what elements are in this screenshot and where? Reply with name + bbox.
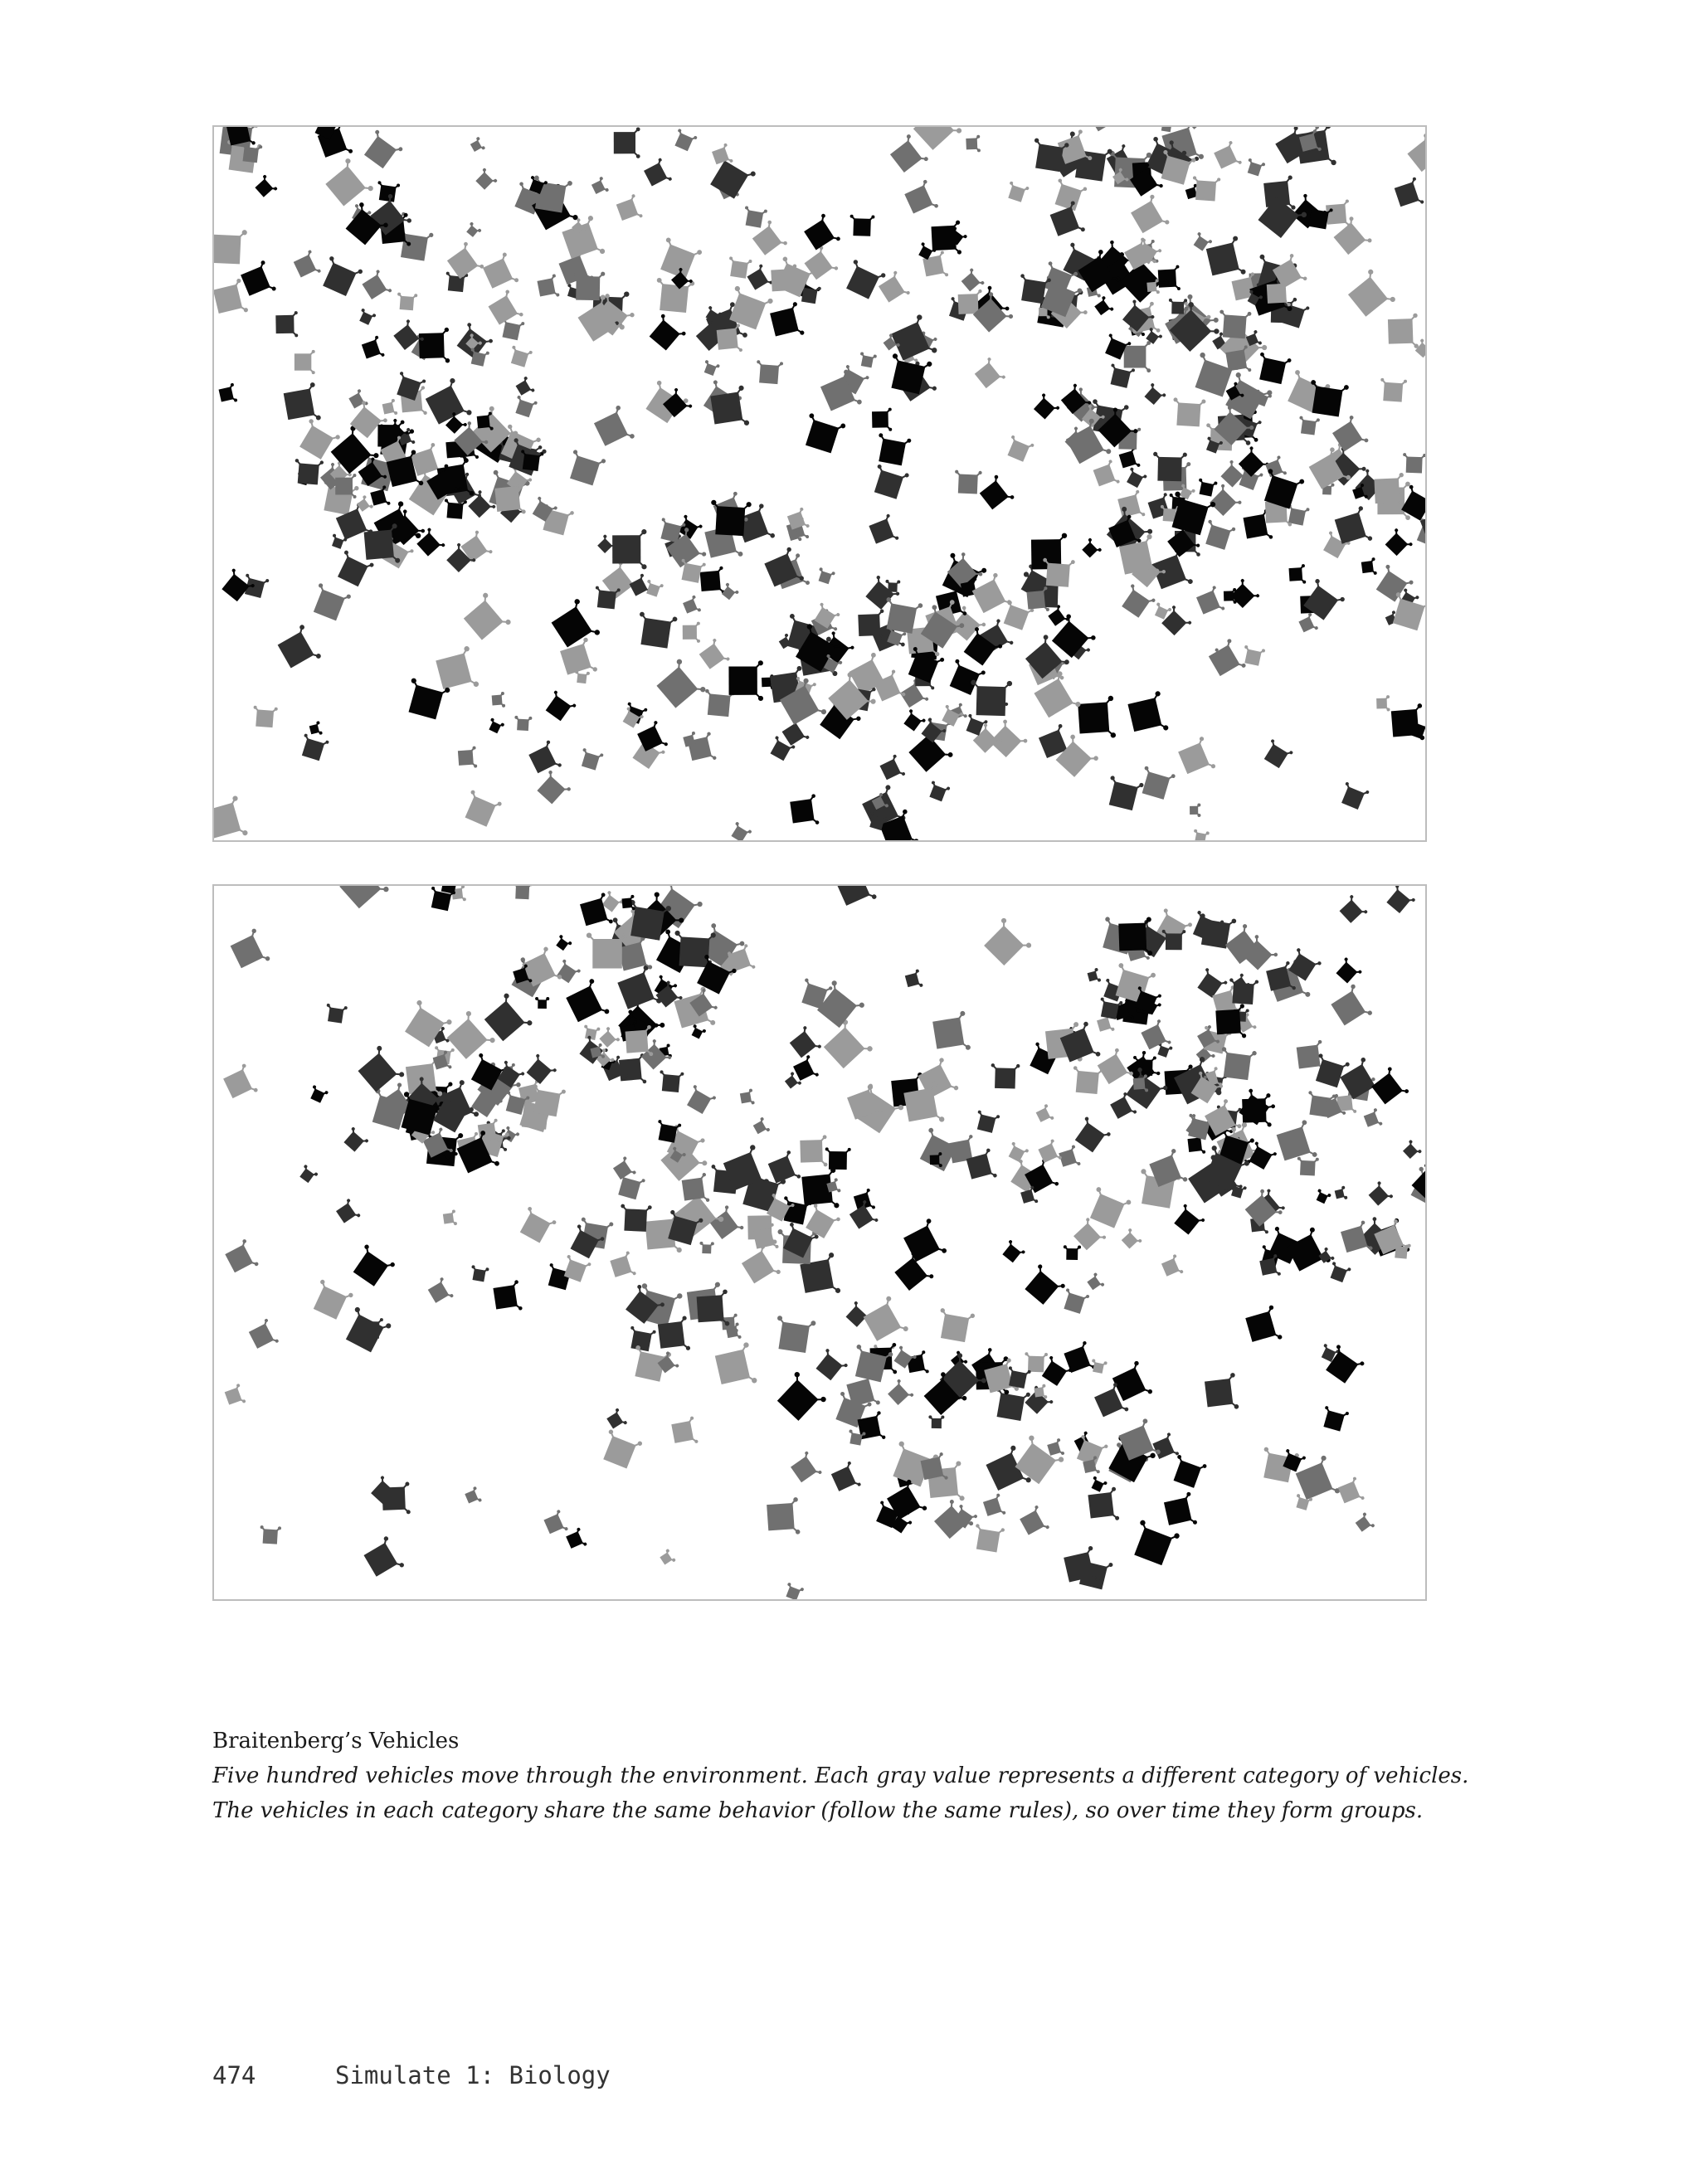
vehicle	[543, 1510, 568, 1538]
vehicle	[659, 1549, 676, 1567]
vehicle	[298, 733, 329, 761]
vehicle	[1050, 178, 1087, 212]
vehicle	[954, 470, 982, 494]
vehicle	[1244, 158, 1265, 177]
vehicle	[1383, 528, 1414, 558]
vehicle	[1275, 1120, 1318, 1166]
vehicle	[458, 746, 478, 769]
vehicle	[292, 250, 321, 281]
caption-line: The vehicles in each category share the same behavior (follow the same rules), so over time they form groups.	[212, 1798, 1424, 1823]
vehicle	[887, 134, 928, 176]
vehicle	[1196, 478, 1218, 497]
vehicle	[1171, 1204, 1205, 1237]
vehicle	[783, 1583, 804, 1599]
vehicle	[825, 1147, 850, 1170]
vehicle	[752, 1116, 771, 1136]
vehicle	[1127, 691, 1169, 738]
vehicle	[294, 459, 324, 485]
vehicle	[460, 591, 512, 644]
vehicle	[684, 1085, 716, 1116]
vehicle	[1031, 393, 1060, 422]
vehicle	[481, 252, 519, 293]
vehicle	[252, 706, 278, 728]
vehicle	[1119, 1228, 1142, 1251]
vehicle	[708, 1204, 745, 1243]
vehicle	[1297, 612, 1319, 635]
vehicle	[801, 413, 846, 455]
vehicle	[247, 1318, 280, 1352]
vehicle	[769, 302, 805, 342]
vehicle	[1314, 1189, 1331, 1205]
vehicle	[222, 1063, 259, 1102]
vehicle	[1376, 695, 1390, 712]
vehicle	[653, 658, 707, 713]
vehicle	[474, 168, 498, 192]
vehicle	[609, 1251, 636, 1281]
vehicle	[1320, 1406, 1349, 1432]
vehicle	[1118, 584, 1156, 620]
vehicle	[682, 595, 702, 616]
vehicle	[523, 1053, 557, 1087]
vehicle	[1159, 127, 1176, 133]
vehicle	[628, 573, 652, 599]
simulation-figure-top	[212, 125, 1427, 842]
vehicle	[1362, 1108, 1382, 1131]
vehicle	[223, 1384, 246, 1408]
vehicle	[830, 1461, 861, 1495]
vehicle	[508, 345, 533, 368]
vehicle	[228, 928, 270, 973]
vehicle	[841, 259, 886, 301]
vehicle-field-top	[214, 127, 1425, 840]
vehicle	[772, 1371, 827, 1425]
vehicle	[1330, 415, 1369, 455]
vehicle	[980, 917, 1032, 970]
vehicle	[699, 567, 725, 596]
vehicle	[361, 1535, 405, 1581]
vehicle	[1326, 199, 1351, 228]
vehicle	[514, 376, 535, 398]
simulation-figure-bottom	[212, 884, 1427, 1601]
vehicle	[1191, 176, 1220, 202]
page-number: 474	[212, 2061, 256, 2089]
vehicle	[1092, 460, 1120, 490]
vehicle	[516, 1206, 557, 1245]
vehicle	[1080, 537, 1103, 560]
vehicle	[275, 624, 322, 673]
vehicle	[789, 794, 819, 828]
vehicle	[982, 1493, 1006, 1520]
vehicle	[1088, 127, 1117, 134]
vehicle	[1218, 309, 1251, 338]
vehicle	[1021, 1263, 1066, 1307]
vehicle	[1137, 766, 1176, 800]
vehicle	[357, 308, 377, 326]
vehicle	[1163, 1491, 1198, 1530]
vehicle	[400, 1000, 453, 1051]
vehicle	[800, 1135, 827, 1167]
vehicle	[1078, 696, 1116, 741]
vehicle	[1327, 1262, 1351, 1284]
vehicle	[850, 215, 875, 236]
vehicle	[1212, 140, 1242, 172]
vehicle	[1206, 638, 1247, 680]
vehicle	[460, 790, 502, 829]
vehicle	[1118, 446, 1141, 471]
vehicle	[587, 932, 628, 968]
vehicle	[1244, 1305, 1283, 1347]
vehicle	[906, 1350, 929, 1376]
vehicle	[645, 314, 686, 353]
vehicle	[1219, 1047, 1257, 1081]
vehicle	[742, 206, 767, 228]
vehicle	[787, 1025, 822, 1061]
vehicle	[512, 886, 533, 899]
vehicle	[322, 158, 374, 211]
vehicle	[745, 264, 773, 293]
vehicle	[1128, 1520, 1180, 1568]
vehicle	[615, 194, 643, 224]
vehicle	[480, 992, 533, 1045]
vehicle	[815, 567, 835, 586]
vehicle	[869, 464, 909, 500]
vehicle	[1366, 1181, 1394, 1209]
vehicle	[340, 1306, 392, 1355]
vehicle	[627, 1326, 656, 1352]
vehicle	[791, 1055, 819, 1084]
vehicle	[1000, 1239, 1025, 1264]
vehicle	[1071, 1116, 1111, 1155]
vehicle	[1176, 736, 1216, 778]
vehicle	[318, 255, 363, 298]
vehicle	[683, 622, 700, 643]
vehicle	[563, 978, 610, 1027]
vehicle	[414, 528, 445, 559]
vehicle	[534, 770, 572, 807]
vehicle	[1241, 645, 1265, 667]
vehicle	[1255, 352, 1292, 385]
vehicle	[1037, 1139, 1063, 1166]
vehicle	[309, 721, 323, 737]
vehicle	[901, 708, 926, 732]
vehicle	[465, 221, 482, 239]
vehicle	[858, 352, 877, 368]
vehicle	[658, 1070, 684, 1092]
vehicle	[728, 821, 752, 840]
vehicle	[1169, 1454, 1207, 1489]
vehicle	[527, 740, 562, 777]
vehicle	[578, 748, 604, 771]
vehicle	[713, 1342, 757, 1390]
caption-body	[212, 1758, 1469, 1828]
vehicle	[727, 256, 752, 279]
vehicle	[892, 1251, 935, 1295]
vehicle	[297, 1165, 318, 1185]
vehicle	[689, 1024, 707, 1040]
vehicle	[253, 174, 278, 199]
vehicle	[1380, 378, 1408, 402]
vehicle	[574, 670, 590, 683]
vehicle	[1151, 1432, 1180, 1462]
vehicle	[1328, 984, 1373, 1030]
vehicle	[590, 176, 609, 196]
vehicle	[1354, 1512, 1375, 1535]
vehicle	[672, 129, 698, 153]
vehicle	[426, 1277, 455, 1306]
vehicle	[1361, 557, 1377, 576]
vehicle	[464, 1486, 482, 1506]
vehicle	[932, 1010, 971, 1054]
vehicle	[260, 1525, 282, 1544]
figure-caption	[212, 1724, 1469, 1828]
vehicle	[582, 1024, 601, 1040]
vehicle	[901, 1218, 947, 1267]
vehicle	[1261, 739, 1293, 771]
vehicle	[1124, 467, 1147, 489]
vehicle	[360, 335, 384, 362]
vehicle	[927, 781, 951, 803]
vehicle	[1201, 519, 1235, 551]
vehicle	[1025, 1352, 1048, 1372]
vehicle	[1344, 269, 1396, 322]
vehicle	[275, 311, 298, 338]
vehicle	[486, 289, 524, 329]
vehicle	[543, 690, 577, 723]
vehicle	[1401, 1140, 1423, 1161]
vehicle	[1093, 295, 1114, 318]
vehicle	[697, 638, 730, 672]
vehicle	[788, 1451, 822, 1486]
vehicle	[813, 1348, 849, 1383]
vehicle	[739, 1244, 781, 1288]
vehicle	[382, 399, 398, 417]
vehicle	[324, 1004, 348, 1024]
vehicle	[535, 997, 549, 1009]
vehicle	[214, 278, 248, 319]
vehicle	[239, 260, 277, 300]
vehicle	[419, 328, 450, 364]
vehicle	[1085, 1272, 1104, 1292]
vehicle	[879, 754, 906, 783]
vehicle	[501, 1126, 520, 1144]
vehicle	[218, 383, 238, 406]
vehicle	[767, 1497, 801, 1536]
vehicle	[699, 1242, 714, 1254]
vehicle	[1087, 968, 1102, 985]
vehicle-field-bottom	[214, 886, 1425, 1599]
vehicle	[1172, 397, 1206, 427]
vehicle	[702, 360, 720, 377]
vehicle	[1384, 886, 1416, 916]
vehicle	[1018, 1505, 1050, 1538]
vehicle	[376, 181, 401, 202]
vehicle	[1393, 177, 1424, 211]
vehicle	[1337, 894, 1368, 926]
vehicle	[834, 886, 878, 911]
vehicle	[537, 274, 560, 299]
vehicle	[514, 716, 533, 731]
vehicle	[214, 228, 247, 265]
vehicle	[469, 136, 485, 153]
vehicle	[1157, 265, 1181, 291]
vehicle	[554, 959, 581, 985]
caption-title: Braitenberg’s Vehicles	[212, 1729, 460, 1754]
vehicle	[348, 1243, 396, 1289]
vehicle	[739, 1088, 755, 1106]
vehicle	[1124, 341, 1151, 372]
vehicle	[1388, 314, 1419, 349]
vehicle	[903, 179, 939, 217]
vehicle	[872, 408, 892, 432]
vehicle	[1128, 194, 1170, 238]
vehicle	[491, 692, 505, 708]
vehicle	[885, 1379, 914, 1408]
vehicle	[486, 717, 504, 735]
vehicle	[1413, 338, 1425, 360]
vehicle	[442, 1209, 457, 1227]
vehicle	[904, 969, 923, 990]
vehicle	[354, 1045, 405, 1097]
vehicle	[1064, 1245, 1081, 1260]
vehicle	[755, 360, 783, 384]
vehicle	[1060, 1288, 1089, 1315]
vehicle	[1190, 804, 1200, 818]
vehicle	[642, 158, 673, 189]
vehicle	[548, 598, 601, 653]
vehicle	[598, 1429, 643, 1471]
vehicle	[470, 1265, 489, 1282]
vehicle	[422, 377, 472, 430]
vehicle	[360, 129, 403, 172]
vehicle	[1160, 1254, 1183, 1280]
vehicle	[635, 611, 678, 649]
vehicle	[1284, 1227, 1331, 1277]
vehicle	[860, 1296, 909, 1346]
vehicle	[1402, 453, 1425, 474]
vehicle	[1317, 1247, 1336, 1265]
vehicle	[283, 382, 322, 426]
vehicle	[1390, 703, 1424, 742]
vehicle	[802, 1204, 841, 1241]
vehicle	[1334, 1185, 1348, 1201]
vehicle	[612, 529, 646, 570]
vehicle	[591, 405, 635, 451]
vehicle	[1071, 1066, 1103, 1094]
vehicle	[218, 568, 255, 604]
vehicle	[360, 270, 392, 303]
vehicle	[434, 645, 479, 695]
vehicle	[972, 357, 1006, 391]
vehicle	[1088, 1486, 1120, 1523]
vehicle	[966, 135, 981, 153]
vehicle	[335, 886, 390, 913]
vehicle	[309, 1279, 353, 1321]
vehicle	[970, 680, 1012, 717]
vehicle	[1142, 382, 1166, 406]
vehicle	[928, 1415, 944, 1428]
vehicle	[1004, 435, 1034, 463]
vehicle	[309, 583, 351, 623]
caption-line: Five hundred vehicles move through the environment. Each gray value represents a different category of vehicles.	[212, 1763, 1469, 1788]
vehicle	[868, 513, 899, 547]
vehicle	[1333, 957, 1362, 986]
vehicle	[341, 1126, 368, 1154]
vehicle	[670, 1416, 698, 1447]
vehicle	[1204, 1373, 1239, 1413]
vehicle	[1089, 1476, 1108, 1493]
vehicle	[1297, 1157, 1319, 1176]
vehicle	[1336, 1476, 1365, 1506]
vehicle	[1085, 1186, 1132, 1230]
section-title: Simulate 1: Biology	[335, 2061, 611, 2089]
vehicle	[565, 450, 606, 487]
vehicle	[554, 934, 572, 952]
vehicle	[974, 1110, 1000, 1134]
vehicle	[493, 1280, 523, 1314]
vehicle	[308, 1085, 329, 1104]
vehicle	[820, 1019, 874, 1073]
vehicle	[560, 215, 606, 264]
vehicle	[1104, 776, 1144, 812]
vehicle	[1195, 586, 1225, 618]
vehicle	[1338, 781, 1370, 810]
vehicle	[1034, 1104, 1054, 1125]
vehicle	[773, 1316, 816, 1354]
vehicle	[909, 127, 963, 154]
vehicle	[972, 1524, 1005, 1553]
vehicle	[1005, 181, 1030, 203]
vehicle	[1192, 829, 1210, 840]
vehicle	[991, 1063, 1020, 1089]
vehicle	[565, 1527, 587, 1551]
vehicle	[992, 1387, 1031, 1422]
vehicle	[1288, 564, 1306, 585]
vehicle	[334, 1199, 361, 1226]
vehicle	[858, 609, 885, 640]
vehicle	[1369, 1066, 1409, 1107]
vehicle	[1297, 416, 1320, 435]
vehicle	[605, 1408, 627, 1431]
vehicle	[1404, 133, 1425, 176]
vehicle	[295, 350, 315, 374]
vehicle	[976, 474, 1015, 513]
vehicle	[614, 127, 640, 158]
vehicle	[728, 660, 763, 701]
vehicle	[874, 433, 912, 467]
vehicle	[513, 395, 538, 418]
vehicle	[397, 293, 418, 311]
vehicle	[936, 1308, 976, 1344]
page-footer	[212, 2061, 611, 2089]
vehicle	[1005, 1141, 1029, 1164]
vehicle	[619, 1053, 647, 1086]
vehicle	[223, 1238, 259, 1277]
vehicle	[214, 795, 248, 840]
